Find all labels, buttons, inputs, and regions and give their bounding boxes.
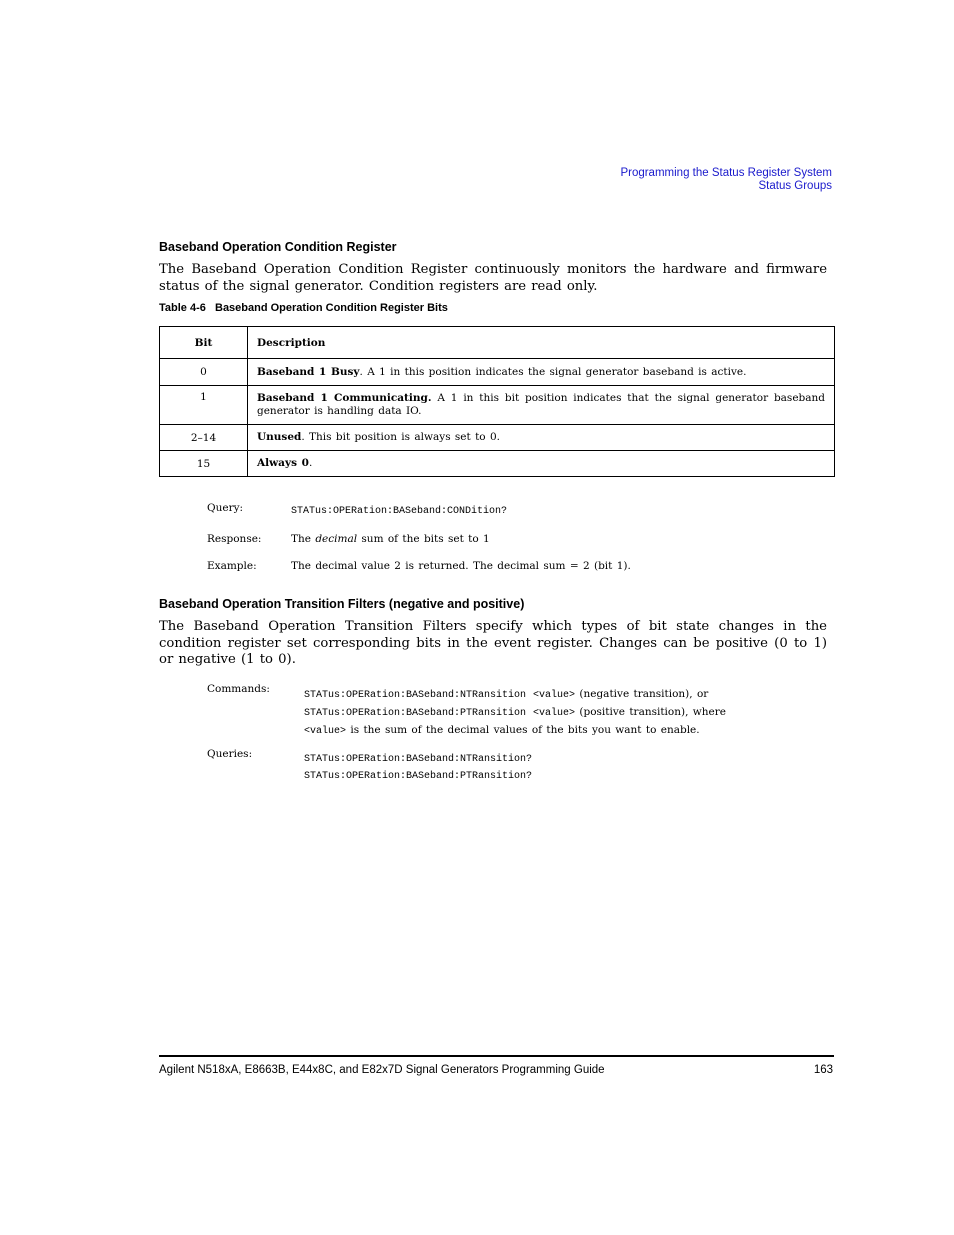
queries-list	[304, 751, 532, 785]
command-text: (negative transition), or	[575, 688, 709, 700]
table-cell-description	[248, 386, 835, 425]
section-paragraph-condition-register: The Baseband Operation Condition Register continuously monitors the hardware and firmware status of the signal generator. Condition registers are read only.	[159, 262, 827, 294]
query-line: STATus:OPERation:BASeband:PTRansition?	[304, 771, 533, 782]
table-cell-description	[248, 425, 835, 451]
table-row	[160, 425, 835, 451]
command-code: STATus:OPERation:BASeband:NTRansition <value>	[304, 690, 576, 701]
command-code: STATus:OPERation:BASeband:PTRansition <value>	[304, 708, 576, 719]
page-number: 163	[813, 1064, 833, 1076]
table-cell-bit: 2–14	[160, 425, 248, 451]
table-cell-description	[248, 451, 835, 477]
table-row	[160, 386, 835, 425]
response-em: decimal	[315, 533, 358, 545]
queries-label: Queries:	[207, 748, 253, 760]
table-header-description: Description	[248, 327, 835, 359]
description-term: Baseband 1 Communicating.	[257, 392, 432, 404]
response-label: Response:	[207, 533, 262, 545]
footer-rule	[159, 1055, 834, 1057]
description-term: Always 0	[257, 457, 309, 469]
response-text	[291, 533, 490, 545]
description-text: A 1 in this bit position indicates that the signal generator baseband generator is handling data IO.	[257, 392, 825, 417]
table-header-bit: Bit	[160, 327, 248, 359]
table-cell-description	[248, 359, 835, 386]
example-label: Example:	[207, 560, 257, 572]
table-cell-bit: 15	[160, 451, 248, 477]
table-caption-number: Table 4-6	[159, 302, 206, 314]
response-post: sum of the bits set to 1	[357, 533, 490, 545]
query-command: STATus:OPERation:BASeband:CONDition?	[291, 506, 508, 517]
commands-label: Commands:	[207, 683, 270, 695]
command-line	[304, 704, 734, 722]
command-line	[304, 722, 734, 740]
section-heading-transition-filters: Baseband Operation Transition Filters (negative and positive)	[159, 597, 525, 611]
example-text: The decimal value 2 is returned. The decimal sum = 2 (bit 1).	[291, 560, 631, 572]
query-line: STATus:OPERation:BASeband:NTRansition?	[304, 754, 533, 765]
description-text: .	[308, 457, 313, 469]
footer-title: Agilent N518xA, E8663B, E44x8C, and E82x7D Signal Generators Programming Guide	[159, 1064, 605, 1076]
table-row	[160, 359, 835, 386]
description-term: Unused	[257, 431, 302, 443]
description-text: . This bit position is always set to 0.	[301, 431, 500, 443]
command-text: (positive transition), where	[575, 706, 726, 718]
running-head-chapter[interactable]: Programming the Status Register System	[620, 167, 832, 179]
response-pre: The	[291, 533, 316, 545]
running-head	[620, 167, 832, 193]
description-text: . A 1 in this position indicates the signal generator baseband is active.	[359, 365, 747, 378]
table-cell-bit: 0	[160, 359, 248, 386]
command-code: <value>	[304, 726, 347, 737]
running-head-section[interactable]: Status Groups	[758, 180, 832, 192]
section-paragraph-transition-filters: The Baseband Operation Transition Filters specify which types of bit state changes in the condition register set corresponding bits in the event register. Changes can be positive (0 to 1) or negative (1 to 0).	[159, 619, 827, 667]
table-caption	[159, 302, 448, 314]
table-caption-title: Baseband Operation Condition Register Bits	[215, 302, 448, 314]
register-bits-table	[159, 326, 835, 477]
command-text: is the sum of the decimal values of the bits you want to enable.	[346, 724, 700, 736]
description-term: Baseband 1 Busy	[257, 365, 360, 378]
commands-list	[304, 686, 734, 740]
table-cell-bit: 1	[160, 386, 248, 425]
section-heading-condition-register: Baseband Operation Condition Register	[159, 240, 397, 254]
command-line	[304, 686, 734, 704]
query-label: Query:	[207, 502, 244, 514]
table-row	[160, 451, 835, 477]
table-header-row	[160, 327, 835, 359]
